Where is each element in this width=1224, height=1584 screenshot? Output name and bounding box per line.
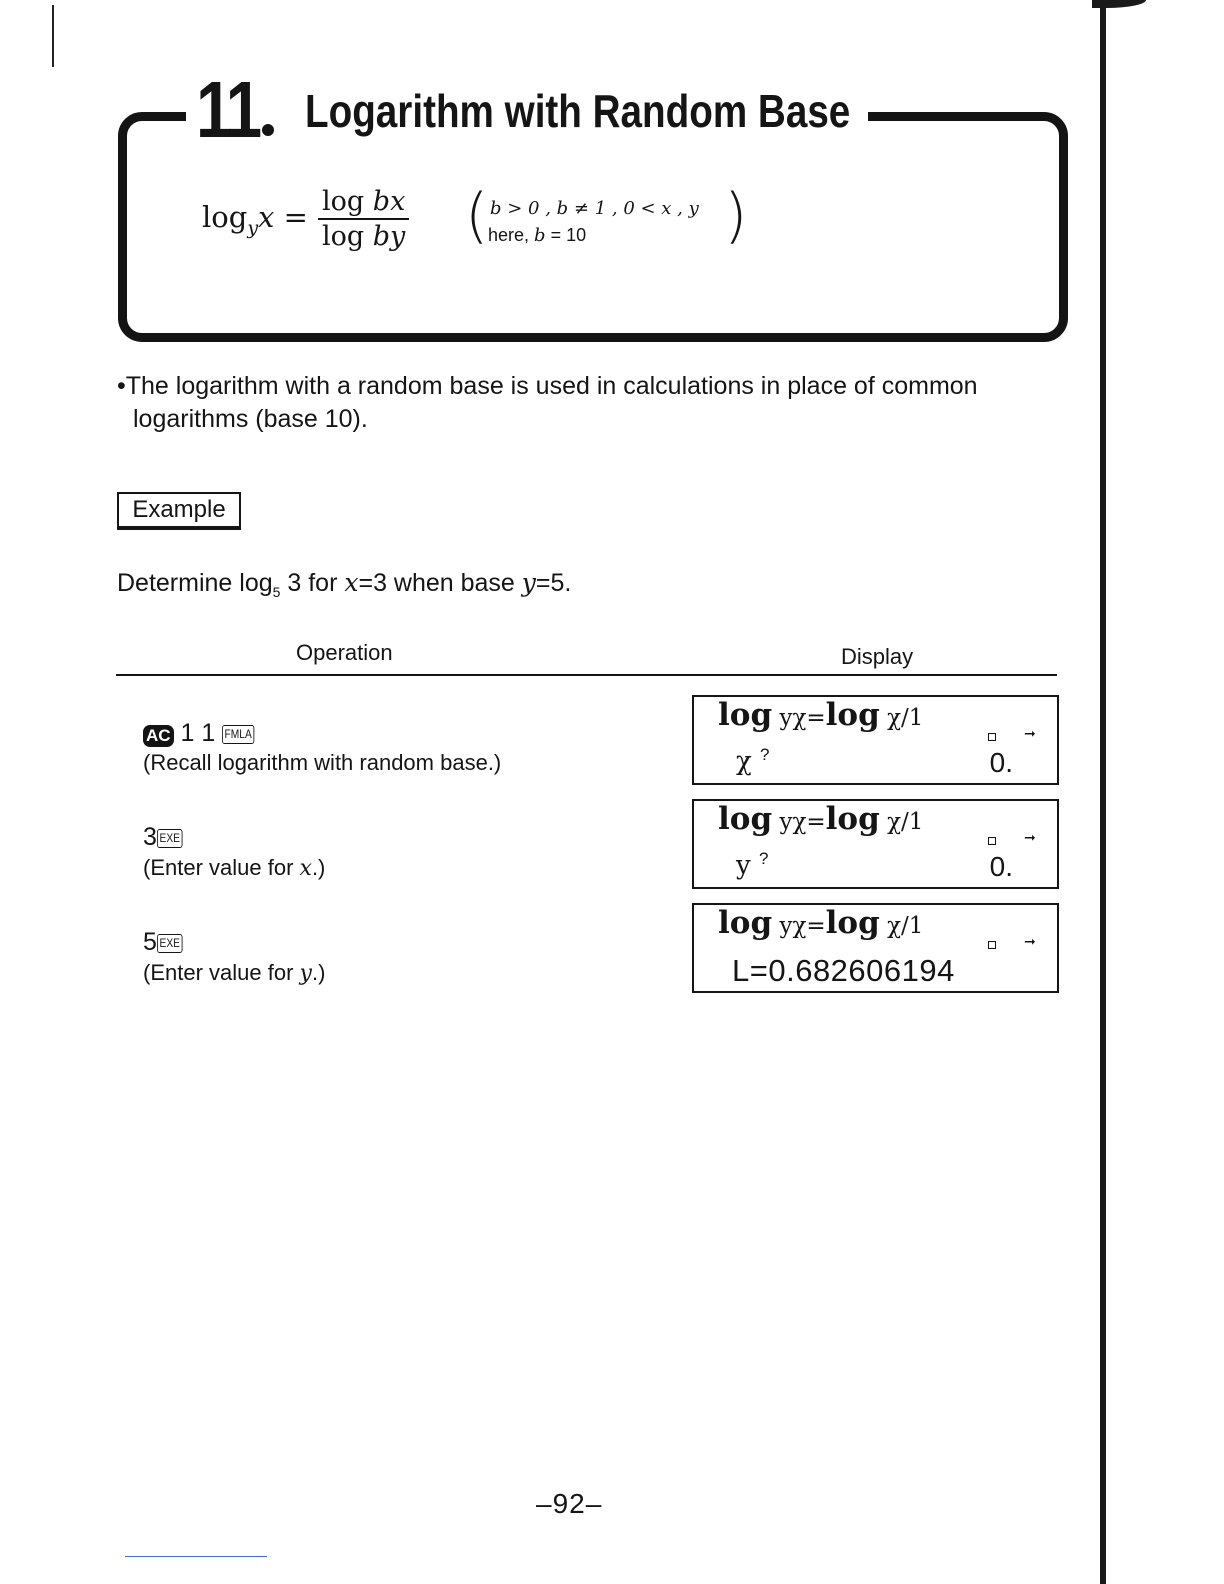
step2-note: (Enter value for x.) bbox=[143, 855, 326, 881]
step1-keys: AC 1 1 FMLA bbox=[143, 719, 260, 748]
lcd-value: 0. bbox=[989, 851, 1013, 882]
lcd-display-3 bbox=[692, 903, 1059, 993]
intro-text-line1: •The logarithm with a random base is used in calculations in place of common bbox=[117, 372, 978, 400]
lcd-display-2 bbox=[692, 799, 1059, 889]
lcd-formula: log yχ=log χ/1 bbox=[718, 697, 924, 733]
formula-fraction bbox=[318, 186, 409, 252]
step2-keys: 3 EXE bbox=[143, 823, 187, 852]
exe-key-icon: EXE bbox=[157, 934, 183, 953]
section-number: 11 bbox=[196, 65, 259, 154]
fmla-key-icon: FMLA bbox=[222, 725, 254, 744]
arrow-right-icon: ➞ bbox=[1024, 725, 1036, 741]
section-number-dot bbox=[262, 124, 274, 136]
operation-column-header: Operation bbox=[296, 640, 393, 665]
footer-rule bbox=[125, 1556, 267, 1557]
lcd-prompt: χ ? bbox=[736, 745, 770, 777]
formula-denominator: log by bbox=[321, 221, 406, 252]
lcd-display-1 bbox=[692, 695, 1059, 785]
ac-key-icon: AC bbox=[143, 725, 174, 747]
lcd-value: 0. bbox=[989, 747, 1013, 778]
cursor-square-icon bbox=[988, 733, 996, 741]
page-edge bbox=[1100, 0, 1106, 1584]
condition-open-paren: ( bbox=[465, 181, 489, 251]
example-question: Determine $\log_5 3$ for x=3 when base y=5. bbox=[117, 568, 572, 600]
step3-keys: 5 EXE bbox=[143, 928, 187, 957]
display-column-header: Display bbox=[841, 644, 914, 669]
lcd-prompt: y ? bbox=[736, 849, 769, 881]
formula-base-note: here, b = 10 bbox=[488, 225, 587, 246]
formula-lhs: $\log_yx$ = bbox=[202, 200, 308, 239]
binding-mark bbox=[52, 5, 54, 67]
arrow-right-icon: ➞ bbox=[1024, 933, 1036, 949]
formula-numerator: log bx bbox=[318, 186, 409, 220]
step1-note: (Recall logarithm with random base.) bbox=[143, 750, 502, 775]
condition-close-paren: ) bbox=[724, 181, 748, 251]
lcd-formula: log yχ=log χ/1 bbox=[718, 905, 924, 941]
lcd-formula: log yχ=log χ/1 bbox=[718, 801, 924, 837]
section-title: Logarithm with Random Base bbox=[305, 85, 851, 137]
arrow-right-icon: ➞ bbox=[1024, 829, 1036, 845]
formula-condition: b > 0 , b ≠ 1 , 0 < x , y bbox=[490, 198, 699, 219]
cursor-square-icon bbox=[988, 837, 996, 845]
lcd-result: L=0.682606194 bbox=[732, 953, 955, 988]
table-rule bbox=[116, 674, 1057, 676]
example-label: Example bbox=[117, 492, 241, 530]
step3-note: (Enter value for y.) bbox=[143, 960, 326, 986]
intro-text-line2: logarithms (base 10). bbox=[133, 405, 368, 433]
page-edge-flag bbox=[1092, 0, 1146, 8]
cursor-square-icon bbox=[988, 941, 996, 949]
exe-key-icon: EXE bbox=[157, 829, 183, 848]
page-number: –92– bbox=[536, 1488, 603, 1519]
